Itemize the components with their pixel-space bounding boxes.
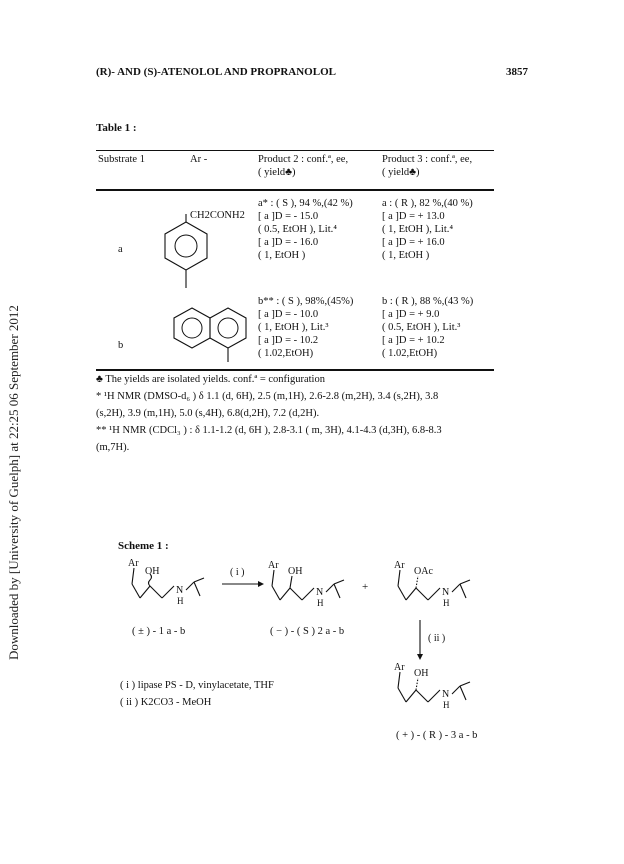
row-a-label: a [118, 244, 123, 255]
row-b-p3-line3: ( 0.5, EtOH ), Lit.³ [382, 322, 461, 333]
col-ar: Ar - [190, 154, 208, 165]
row-a-p3-line3: ( 1, EtOH ), Lit.⁴ [382, 224, 454, 235]
label-product3: ( + ) - ( R ) - 3 a - b [396, 730, 478, 741]
racemic-aminoalcohol-structure [132, 568, 204, 598]
start-n-atom: N [176, 585, 184, 596]
p2-oh-atom: OH [288, 566, 303, 577]
col-product3-line2: ( yield♣) [382, 167, 420, 178]
col-product3-line1: Product 3 : conf.ª, ee, [382, 154, 473, 165]
nmr-b-line2: (m,7H). [96, 442, 130, 453]
row-b-p2-line2: [ a ]D = - 10.0 [258, 309, 319, 320]
row-b-p3-line4: [ a ]D = + 10.2 [382, 335, 445, 346]
nmr-a-line2: (s,2H), 3.9 (m,1H), 5.0 (s,4H), 6.8(d,2H), 7.2 (d,2H). [96, 408, 320, 419]
acetate-oac-group: OAc [414, 566, 433, 577]
start-ar-atom: Ar [128, 558, 139, 569]
table-title: Table 1 : [96, 122, 137, 134]
plus-sign: + [362, 581, 369, 593]
row-a-p3-line4: [ a ]D = + 16.0 [382, 237, 445, 248]
row-b-p2-line3: ( 1, EtOH ), Lit.³ [258, 322, 329, 333]
acetate-n-atom: N [442, 587, 450, 598]
row-b-p2-line1: b** : ( S ), 98%,(45%) [258, 296, 354, 307]
row-a-p2-line1: a* : ( S ), 94 %,(42 %) [258, 198, 353, 209]
row-a-p3-line1: a : ( R ), 82 %,(40 %) [382, 198, 473, 209]
start-oh-atom: OH [145, 566, 160, 577]
row-b-p3-line2: [ a ]D = + 9.0 [382, 309, 440, 320]
row-b-p2-line5: ( 1.02,EtOH) [258, 348, 314, 359]
p2-ar-atom: Ar [268, 560, 279, 571]
row-a-p3-line2: [ a ]D = + 13.0 [382, 211, 445, 222]
p2-h-atom: H [317, 598, 324, 608]
r-aminoalcohol-structure [398, 672, 470, 702]
p3-ar-atom: Ar [394, 662, 405, 673]
row-a-substituent: CH2CONH2 [190, 210, 245, 221]
row-a-p2-line4: [ a ]D = - 16.0 [258, 237, 319, 248]
scheme-title: Scheme 1 : [118, 540, 169, 552]
row-b-p3-line5: ( 1.02,EtOH) [382, 348, 438, 359]
row-a-p2-line2: [ a ]D = - 15.0 [258, 211, 319, 222]
r-acetate-structure [398, 570, 470, 600]
acetate-h-atom: H [443, 598, 450, 608]
s-aminoalcohol-structure [272, 570, 344, 600]
acetate-ar-atom: Ar [394, 560, 405, 571]
nmr-a-line1: * ¹H NMR (DMSO-d₆ ) δ 1.1 (d, 6H), 2.5 (m,1H), 2.6-2.8 (m,2H), 3.4 (s,2H), 3.8 [96, 391, 439, 402]
row-a-p2-line5: ( 1, EtOH ) [258, 250, 306, 261]
reagent-step-ii: ( ii ) K2CO3 - MeOH [120, 697, 212, 708]
row-a-p3-line5: ( 1, EtOH ) [382, 250, 430, 261]
row-b-label: b [118, 340, 124, 351]
col-product2-line1: Product 2 : conf.ª, ee, [258, 154, 349, 165]
download-notice-text: Downloaded by [University of Guelph] at 22:25 06 September 2012 [6, 305, 21, 660]
p2-n-atom: N [316, 587, 324, 598]
p3-n-atom: N [442, 689, 450, 700]
label-product2: ( − ) - ( S ) 2 a - b [270, 626, 345, 637]
step-i-arrow-label: ( i ) [230, 567, 245, 578]
page-number: 3857 [506, 66, 528, 78]
row-b-p3-line1: b : ( R ), 88 %,(43 %) [382, 296, 474, 307]
running-header-title: (R)- AND (S)-ATENOLOL AND PROPRANOLOL [96, 66, 336, 78]
p3-oh-atom: OH [414, 668, 429, 679]
label-racemic: ( ± ) - 1 a - b [132, 626, 186, 637]
row-b-p2-line4: [ a ]D = - 10.2 [258, 335, 319, 346]
start-h-atom: H [177, 596, 184, 606]
nmr-b-line1: ** ¹H NMR (CDCl₃ ) : δ 1.1-1.2 (d, 6H ), 2.8-3.1 ( m, 3H), 4.1-4.3 (d,3H), 6.8-8.3 [96, 425, 442, 436]
row-a-p2-line3: ( 0.5, EtOH ), Lit.⁴ [258, 224, 337, 235]
yield-footnote: ♣ The yields are isolated yields. conf.ª = configuration [96, 374, 325, 385]
reagent-step-i: ( i ) lipase PS - D, vinylacetate, THF [120, 680, 274, 691]
col-substrate: Substrate 1 [98, 154, 145, 165]
p3-h-atom: H [443, 700, 450, 710]
step-ii-arrow-label: ( ii ) [428, 633, 446, 644]
col-product2-line2: ( yield♣) [258, 167, 296, 178]
